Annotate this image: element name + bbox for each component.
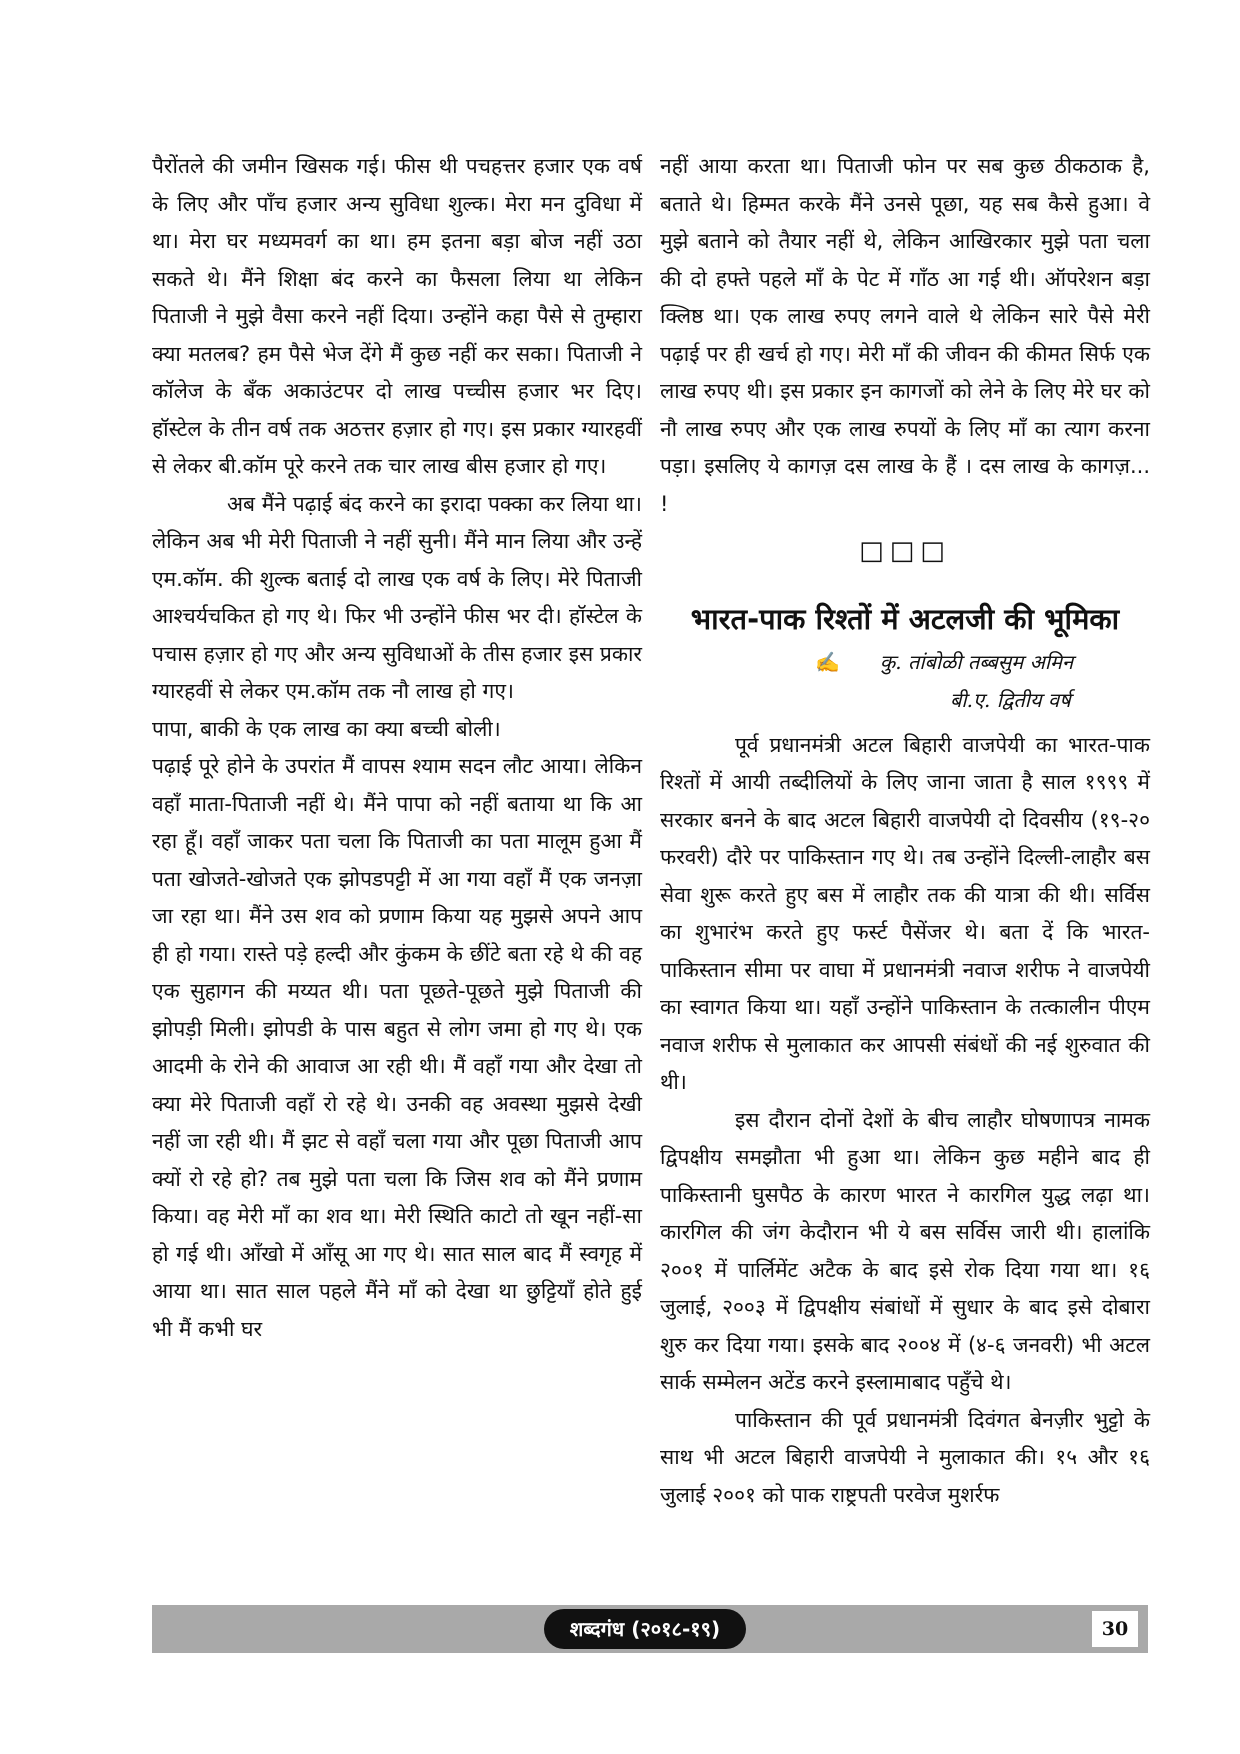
page-footer bbox=[152, 1605, 1148, 1653]
article-body bbox=[660, 727, 1150, 1515]
author-name: कु. तांबोळी तब्बसुम अमिन bbox=[879, 649, 1074, 674]
quill-pen-icon: ✍ bbox=[815, 649, 840, 674]
story-paragraph-1: पैरोंतले की जमीन खिसक गई। फीस थी पचहत्तर हजार एक वर्ष के लिए और पाँच हजार अन्य सुविधा शुल्क। मेरा मन दुविधा में था। मेरा घर मध्यमवर्ग का था। हम इतना बड़ा बोज नहीं उठा सकते थे। मैंने शिक्षा बंद करने का फैसला लिया था लेकिन पिताजी ने मुझे वैसा करने नहीं दिया। उन्होंने कहा पैसे से तुम्हारा क्या मतलब? हम पैसे भेज देंगे मैं कुछ नहीं कर सका। पिताजी ने कॉलेज के बँक अकाउंटपर दो लाख पच्चीस हजार भर दिए। हॉस्टेल के तीन वर्ष तक अठत्तर हज़ार हो गए। इस प्रकार ग्यारहवीं से लेकर बी.कॉम पूरे करने तक चार लाख बीस हजार हो गए। bbox=[152, 154, 642, 478]
story-paragraph-4: पढ़ाई पूरे होने के उपरांत मैं वापस श्याम सदन लौट आया। लेकिन वहाँ माता-पिताजी नहीं थे। मैंने पापा को नहीं बताया था कि आ रहा हूँ। वहाँ जाकर पता चला कि पिताजी का पता मालूम हुआ मैं पता खोजते-खोजते एक झोपडपट्टी में आ गया वहाँ मैं एक जनज़ा जा रहा था। मैंने उस शव को प्रणाम किया यह मुझसे अपने आप ही हो गया। रास्ते पड़े हल्दी और कुंकम के छींटे बता रहे थे की वह एक सुहागन की मय्यत थी। पता पूछते-पूछते मुझे पिताजी की झोपड़ी मिली। झोपडी के पास बहुत से लोग जमा हो गए थे। एक आदमी के रोने की आवाज आ रही थी। मैं वहाँ गया और देखा तो क्या मेरे पिताजी वहाँ रो रहे थे। उनकी वह अवस्था मुझसे देखी नहीं जा रही थी। मैं झट से वहाँ चला गया और पूछा पिताजी आप क्यों रो रहे हो? तब मुझे पता चला कि जिस शव को मैंने प्रणाम किया। वह मेरी माँ का शव था। मेरी स्थिति काटो तो खून नहीं-सा हो गई थी। आँखो में आँसू आ गए थे। सात साल बाद मैं स्वगृह में आया था। सात साल पहले मैंने माँ को देखा था छुट्टियाँ होते हुई भी मैं कभी घर bbox=[152, 754, 642, 1341]
article-paragraph-1: पूर्व प्रधानमंत्री अटल बिहारी वाजपेयी का भारत-पाक रिश्तों में आयी तब्दीलियों के लिए जाना जाता है साल १९९९ में सरकार बनने के बाद अटल बिहारी वाजपेयी दो दिवसीय (१९-२० फरवरी) दौरे पर पाकिस्तान गए थे। तब उन्होंने दिल्ली-लाहौर बस सेवा शुरू करते हुए बस में लाहौर तक की यात्रा की थी। सर्विस का शुभारंभ करते हुए फर्स्ट पैसेंजर थे। बता दें कि भारत-पाकिस्तान सीमा पर वाघा में प्रधानमंत्री नवाज शरीफ ने वाजपेयी का स्वागत किया था। यहाँ उन्होंने पाकिस्तान के तत्कालीन पीएम नवाज शरीफ से मुलाकात कर आपसी संबंधों की नई शुरुवात की थी। bbox=[660, 732, 1150, 1094]
page-number: 30 bbox=[1092, 1611, 1138, 1647]
article-title: भारत-पाक रिश्तों में अटलजी की भूमिका bbox=[690, 601, 1120, 636]
article-paragraph-2: इस दौरान दोनों देशों के बीच लाहौर घोषणापत्र नामक द्विपक्षीय समझौता भी हुआ था। लेकिन कुछ महीने बाद ही पाकिस्तानी घुसपैठ के कारण भारत ने कारगिल युद्ध लढ़ा था। कारगिल की जंग केदौरान भी ये बस सर्विस जारी थी। हालांकि २००१ में पार्लिमेंट अटैक के बाद इसे रोक दिया गया था। १६ जुलाई, २००३ में द्विपक्षीय संबांधों में सुधार के बाद इसे दोबारा शुरु कर दिया गया। इसके बाद २००४ में (४-६ जनवरी) भी अटल सार्क सम्मेलन अटेंड करने इस्लामाबाद पहुँचे थे। bbox=[660, 1107, 1150, 1394]
left-column bbox=[152, 148, 642, 1348]
author-class: बी.ए. द्वितीय वर्ष bbox=[950, 687, 1071, 712]
right-column bbox=[660, 148, 1150, 1514]
story-paragraph-2: अब मैंने पढ़ाई बंद करने का इरादा पक्का कर लिया था। लेकिन अब भी मेरी पिताजी ने नहीं सुनी। मैंने मान लिया और उन्हें एम.कॉम. की शुल्क बताई दो लाख एक वर्ष के लिए। मेरे पिताजी आश्चर्यचकित हो गए थे। फिर भी उन्होंने फीस भर दी। हॉस्टेल के पचास हज़ार हो गए और अन्य सुविधाओं के तीस हजार इस प्रकार ग्यारहवीं से लेकर एम.कॉम तक नौ लाख हो गए। bbox=[152, 491, 642, 703]
story-ending-paragraph: नहीं आया करता था। पिताजी फोन पर सब कुछ ठीकठाक है, बताते थे। हिम्मत करके मैंने उनसे पूछा, यह सब कैसे हुआ। वे मुझे बताने को तैयार नहीं थे, लेकिन आखिरकार मुझे पता चला की दो हफ्ते पहले माँ के पेट में गाँठ आ गई थी। ऑपरेशन बड़ा क्लिष्ठ था। एक लाख रुपए लगने वाले थे लेकिन सारे पैसे मेरी पढ़ाई पर ही खर्च हो गए। मेरी माँ की जीवन की कीमत सिर्फ एक लाख रुपए थी। इस प्रकार इन कागजों को लेने के लिए मेरे घर को नौ लाख रुपए और एक लाख रुपयों के लिए माँ का त्याग करना पड़ा। इसलिए ये कागज़ दस लाख के हैं । दस लाख के कागज़... ! bbox=[660, 154, 1150, 516]
story-paragraph-3: पापा, बाकी के एक लाख का क्या बच्ची बोली। bbox=[152, 716, 501, 741]
magazine-title: शब्दगंध (२०१८-१९) bbox=[544, 1609, 746, 1649]
section-divider: □□□ bbox=[859, 536, 951, 566]
article-paragraph-3: पाकिस्तान की पूर्व प्रधानमंत्री दिवंगत बेनज़ीर भुट्टो के साथ भी अटल बिहारी वाजपेयी ने मुलाकात की। १५ और १६ जुलाई २००१ को पाक राष्ट्रपती परवेज मुशर्रफ bbox=[660, 1407, 1150, 1507]
author-byline bbox=[660, 643, 1150, 681]
